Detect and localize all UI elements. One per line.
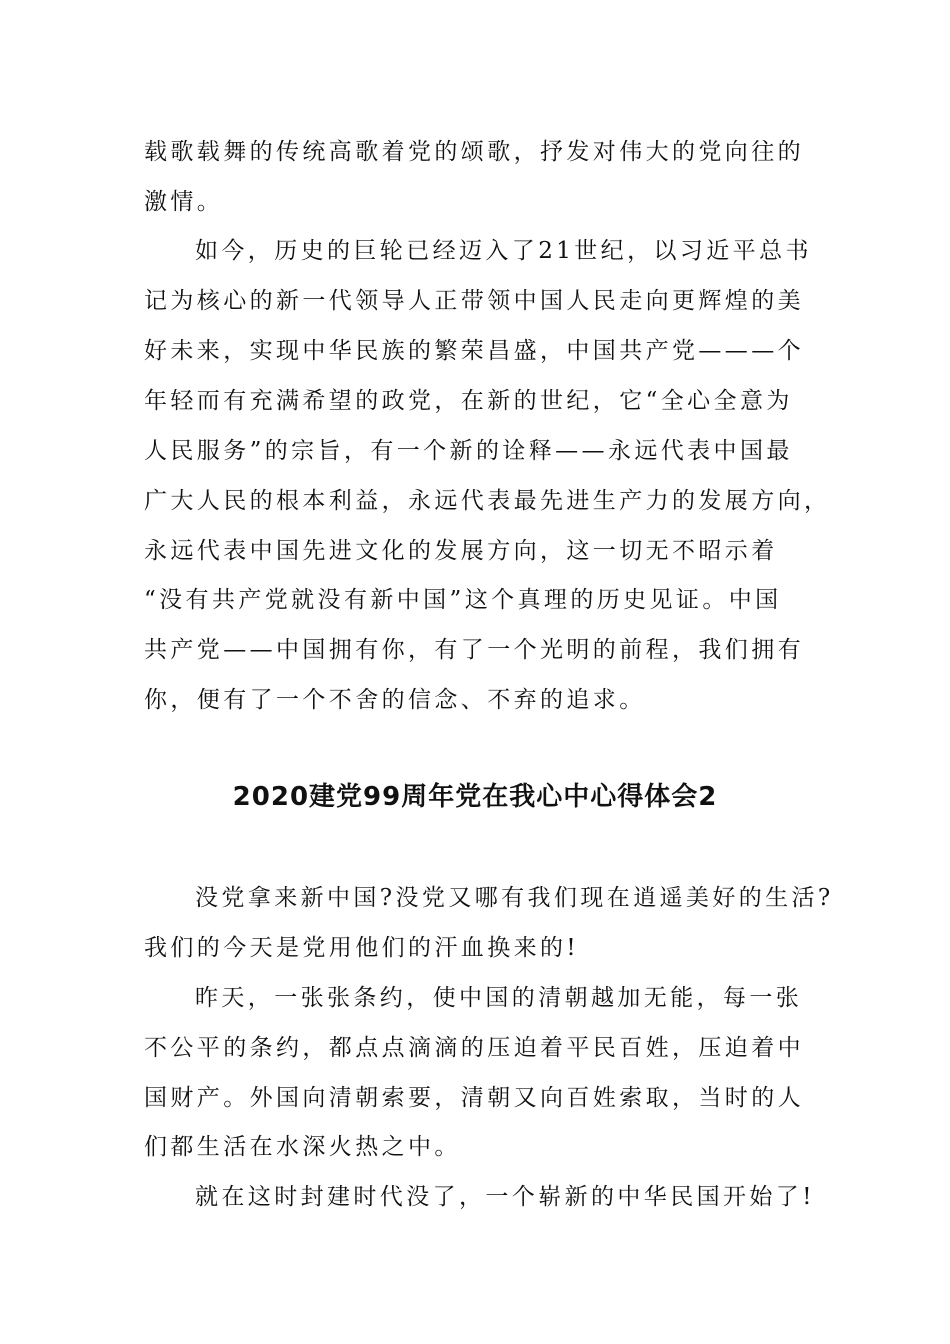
- paragraph-line: 载歌载舞的传统高歌着党的颂歌，抒发对伟大的党向往的: [144, 139, 804, 165]
- paragraph-line: “没有共产党就没有新中国”这个真理的历史见证。中国: [144, 587, 782, 613]
- paragraph-line: 我们的今天是党用他们的汗血换来的!: [144, 935, 580, 961]
- paragraph-line: 年轻而有充满希望的政党，在新的世纪，它“全心全意为: [144, 388, 793, 414]
- paragraph-line: 你，便有了一个不舍的信念、不弃的追求。: [144, 687, 646, 713]
- paragraph-line: 就在这时封建时代没了，一个崭新的中华民国开始了!: [195, 1184, 815, 1210]
- paragraph-line: 激情。: [144, 189, 224, 215]
- paragraph-line: 人民服务”的宗旨，有一个新的诠释——永远代表中国最: [144, 438, 793, 464]
- paragraph-line: 不公平的条约，都点点滴滴的压迫着平民百姓，压迫着中: [144, 1035, 804, 1061]
- paragraph-line: 们都生活在水深火热之中。: [144, 1134, 461, 1160]
- paragraph-line: 如今，历史的巨轮已经迈入了21世纪，以习近平总书: [195, 238, 812, 264]
- paragraph-line: 记为核心的新一代领导人正带领中国人民走向更辉煌的美: [144, 288, 804, 314]
- section-heading: 2020建党99周年党在我心中心得体会2: [232, 782, 718, 812]
- paragraph-line: 昨天，一张张条约，使中国的清朝越加无能，每一张: [195, 985, 803, 1011]
- paragraph-line: 共产党——中国拥有你，有了一个光明的前程，我们拥有: [144, 637, 804, 663]
- paragraph-line: 永远代表中国先进文化的发展方向，这一切无不昭示着: [144, 538, 778, 564]
- paragraph-line: 好未来，实现中华民族的繁荣昌盛，中国共产党———个: [144, 338, 804, 364]
- paragraph-line: 广大人民的根本利益，永远代表最先进生产力的发展方向，: [144, 488, 831, 514]
- paragraph-line: 没党拿来新中国?没党又哪有我们现在逍遥美好的生活?: [195, 885, 834, 911]
- paragraph-line: 国财产。外国向清朝索要，清朝又向百姓索取，当时的人: [144, 1085, 804, 1111]
